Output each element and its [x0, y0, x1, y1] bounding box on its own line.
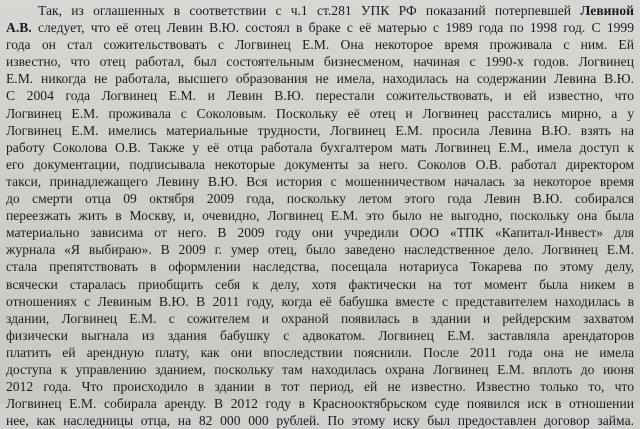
paragraph-second-line	[6, 19, 634, 36]
text-line: Логвинец Е.М. проживала с Соколовым. Поскольку её отец и Логвинец расстались мирно, а у	[6, 105, 634, 121]
text-line: его документации, подписывала некоторые документы за него. Соколов О.В. работал директором	[6, 156, 634, 172]
text-line: физически выгнала из здания бабушку с адвокатом. Логвинец Е.М. заставляла арендаторов	[6, 327, 634, 343]
text-line: нее, как наследницы отца, на 82 000 000 рублей. По этому иску был предоставлен договор займа.	[6, 413, 634, 429]
victim-initials: А.В.	[6, 20, 32, 36]
text-line: Е.М. никогда не работала, высшего образования не имела, находилась на содержании Левина В.Ю.	[6, 71, 634, 87]
text-line: 2012 года. Что происходило в здании в тот период, ей не известно. Известно только то, что	[6, 379, 634, 395]
text-line: переезжать жить в Москву, и, очевидно, Логвинец Е.М. это было не выгодно, поскольку она была	[6, 208, 634, 224]
text-line: отношениях с Левиным В.Ю. В 2011 году, когда её бабушка вместе с представителем находилась в	[6, 293, 634, 309]
text-line: здании, Логвинец Е.М. с сожителем и охраной появилась в здании и рейдерским захватом	[6, 310, 634, 326]
text-line: Логвинец Е.М. имелись материальные трудности, Логвинец Е.М. просила Левина В.Ю. взять на	[6, 122, 634, 138]
text-line: до смерти отца 09 октября 2009 года, поскольку летом этого года Левин В.Ю. собирался	[6, 191, 634, 207]
paragraph-first-line	[6, 2, 634, 19]
first-line-text: Так, из оглашенных в соответствии с ч.1 ст.281 УПК РФ показаний потерпевшей	[38, 3, 572, 18]
victim-surname: Левиной	[580, 3, 634, 18]
text-line: стала препятствовать в оформлении наследства, посещала нотариуса Токарева по этому делу,	[6, 259, 634, 275]
text-line: платить ей арендную плату, как они впоследствии пояснили. После 2011 года она не имела	[6, 344, 634, 360]
text-line: материально зависима от него. В 2009 году они учредили ООО «ТПК «Капитал-Инвест» для	[6, 225, 634, 241]
text-line: такси, принадлежащего Левину В.Ю. Вся история с мошенничеством началась за некоторое время	[6, 173, 634, 189]
text-line: С 2004 года Логвинец Е.М. и Левин В.Ю. перестали сожительствовать, и ей известно, что	[6, 88, 634, 104]
text-line: года он стал сожительствовать с Логвинец Е.М. Она некоторое время проживала с ним. Ей	[6, 37, 634, 53]
second-line-text: следует, что её отец Левин В.Ю. состоял в браке с её матерью с 1989 года по 1998 год. С 1999	[37, 20, 635, 36]
text-line: известно, что отец работал, был состоятельным бизнесменом, начиная с 1990-х годов. Логвинец	[6, 54, 634, 70]
text-line: Логвинец Е.М. собирала аренду. В 2012 году в Краснооктябрьском суде появился иск в отношении	[6, 396, 634, 412]
text-line: всячески старалась приобщить себя к делу, хотя фактически на тот момент была никем в	[6, 276, 634, 292]
text-line: работу Соколова О.В. Также у её отца работала бухгалтером мать Логвинец Е.М., имела доступ к	[6, 139, 634, 155]
text-line: журнала «Я выбираю». В 2009 г. умер отец, было заведено наследственное дело. Логвинец Е.М.	[6, 242, 634, 258]
document-text	[6, 2, 634, 429]
text-line: доступа к управлению зданием, поскольку там находилась охрана Логвинец Е.М. вплоть до июня	[6, 361, 634, 377]
